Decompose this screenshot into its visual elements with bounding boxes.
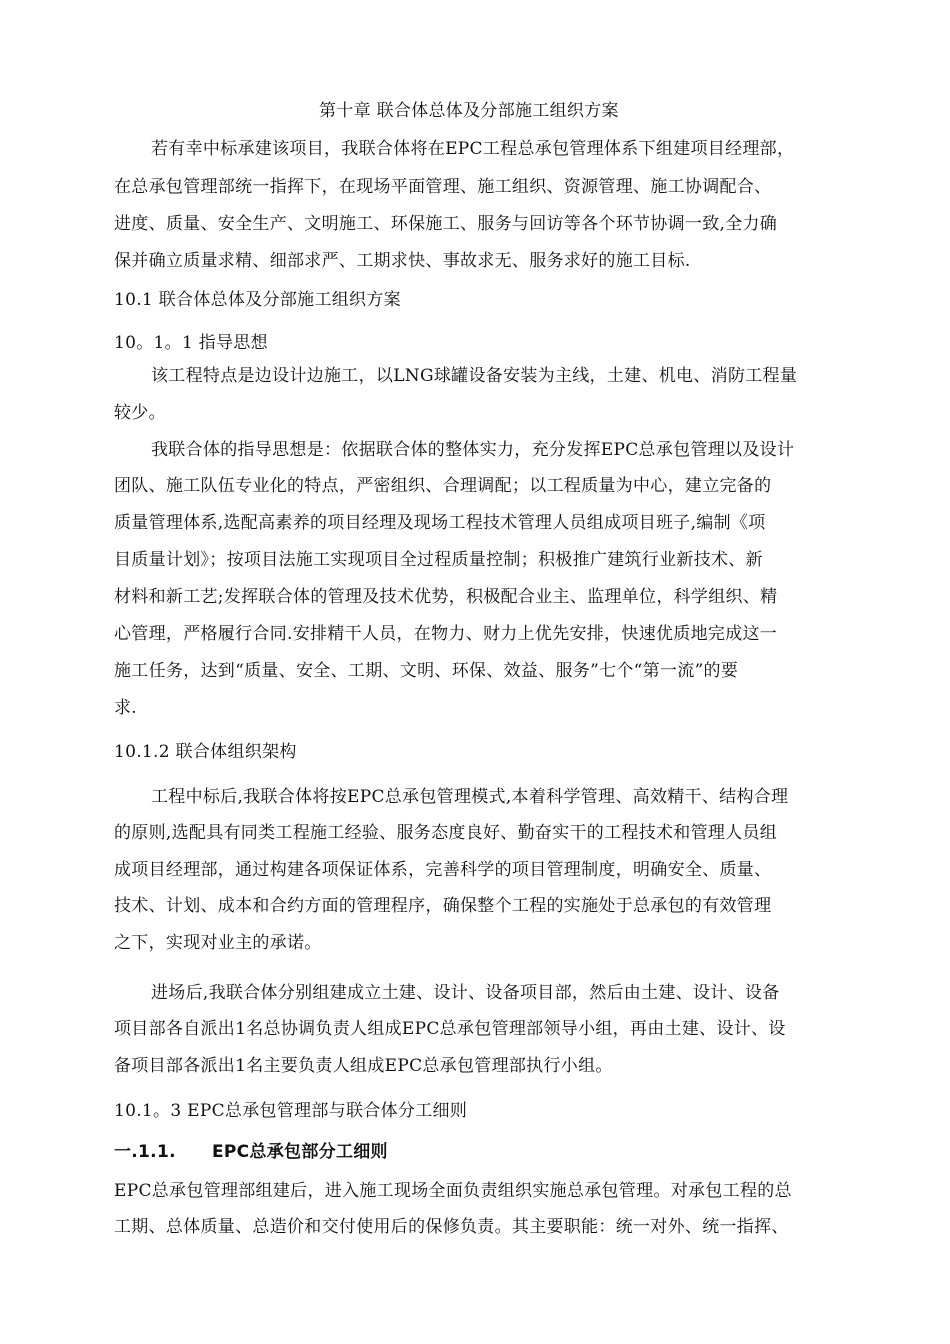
section-heading-10-1: 10.1 联合体总体及分部施工组织方案 bbox=[114, 290, 401, 310]
guiding-para2-line-7: 施工任务，达到“质量、安全、工期、文明、环保、效益、服务”七个“第一流”的要 bbox=[114, 661, 739, 681]
org-para2-line-2: 项目部各自派出1名总协调负责人组成EPC总承包管理部领导小组，再由土建、设计、设 bbox=[114, 1019, 786, 1039]
guiding-para2-line-4: 目质量计划》；按项目法施工实现项目全过程质量控制；积极推广建筑行业新技术、新 bbox=[114, 550, 763, 570]
intro-line-1: 若有幸中标承建该项目，我联合体将在EPC工程总承包管理体系下组建项目经理部， bbox=[151, 139, 795, 159]
org-para1-line-3: 成项目经理部，通过构建各项保证体系，完善科学的项目管理制度，明确安全、质量、 bbox=[114, 860, 772, 880]
guiding-para1-line-1: 该工程特点是边设计边施工，以LNG球罐设备安装为主线，土建、机电、消防工程量 bbox=[151, 366, 798, 386]
section-heading-10-1-1: 10。1。1 指导思想 bbox=[114, 333, 268, 353]
subsection-heading bbox=[114, 1142, 388, 1162]
section-heading-10-1-3: 10.1。3 EPC总承包管理部与联合体分工细则 bbox=[114, 1101, 468, 1121]
org-para2-line-1: 进场后,我联合体分别组建成立土建、设计、设备项目部，然后由土建、设计、设备 bbox=[151, 983, 780, 1003]
org-para1-line-4: 技术、计划、成本和合约方面的管理程序，确保整个工程的实施处于总承包的有效管理 bbox=[114, 896, 772, 916]
intro-line-2: 在总承包管理部统一指挥下，在现场平面管理、施工组织、资源管理、施工协调配合、 bbox=[114, 177, 772, 197]
chapter-title: 第十章 联合体总体及分部施工组织方案 bbox=[319, 101, 619, 121]
org-para1-line-2: 的原则,选配具有同类工程施工经验、服务态度良好、勤奋实干的工程技术和管理人员组 bbox=[114, 823, 778, 843]
guiding-para2-line-6: 心管理，严格履行合同.安排精干人员，在物力、财力上优先安排，快速优质地完成这一 bbox=[114, 624, 778, 644]
intro-line-3: 进度、质量、安全生产、文明施工、环保施工、服务与回访等各个环节协调一致,全力确 bbox=[114, 214, 778, 234]
org-para2-line-3: 备项目部各派出1名主要负责人组成EPC总承包管理部执行小组。 bbox=[114, 1056, 613, 1076]
org-para1-line-1: 工程中标后,我联合体将按EPC总承包管理模式,本着科学管理、高效精干、结构合理 bbox=[151, 787, 789, 807]
subsection-title: EPC总承包部分工细则 bbox=[212, 1142, 388, 1162]
guiding-para2-line-3: 质量管理体系,选配高素养的项目经理及现场工程技术管理人员组成项目班子,编制《项 bbox=[114, 513, 766, 533]
guiding-para2-line-8: 求. bbox=[114, 698, 138, 718]
guiding-para2-line-5: 材料和新工艺;发挥联合体的管理及技术优势，积极配合业主、监理单位，科学组织、精 bbox=[114, 587, 778, 607]
intro-line-4: 保并确立质量求精、细部求严、工期求快、事故求无、服务求好的施工目标. bbox=[114, 251, 691, 271]
epc-para-line-2: 工期、总体质量、总造价和交付使用后的保修负责。其主要职能：统一对外、统一指挥、 bbox=[114, 1217, 789, 1237]
guiding-para1-line-2: 较少。 bbox=[114, 403, 166, 423]
org-para1-line-5: 之下，实现对业主的承诺。 bbox=[114, 933, 322, 953]
subsection-number: 一.1.1. bbox=[114, 1142, 176, 1162]
epc-para-line-1: EPC总承包管理部组建后，进入施工现场全面负责组织实施总承包管理。对承包工程的总 bbox=[114, 1181, 792, 1201]
guiding-para2-line-2: 团队、施工队伍专业化的特点，严密组织、合理调配；以工程质量为中心，建立完备的 bbox=[114, 476, 772, 496]
guiding-para2-line-1: 我联合体的指导思想是：依据联合体的整体实力，充分发挥EPC总承包管理以及设计 bbox=[151, 440, 795, 460]
section-heading-10-1-2: 10.1.2 联合体组织架构 bbox=[114, 742, 297, 762]
